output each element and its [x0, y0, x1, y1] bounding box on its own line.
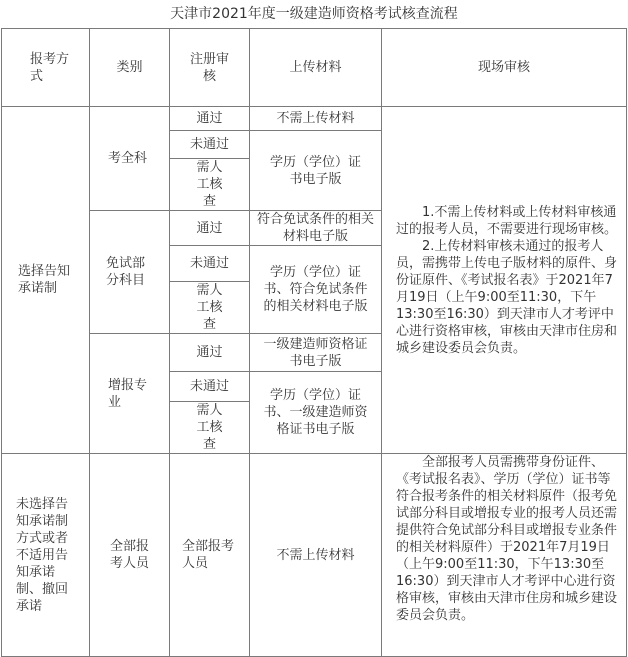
review-all-applicants: 全部报考人员	[170, 454, 250, 657]
review-pass: 通过	[170, 211, 250, 246]
header-onsite: 现场审核	[382, 29, 627, 107]
header-row	[2, 29, 627, 107]
onsite-review-text	[382, 107, 627, 454]
review-pass: 通过	[170, 107, 250, 131]
header-category: 类别	[90, 29, 170, 107]
review-fail: 未通过	[170, 372, 250, 402]
upload-exempt-materials: 符合免试条件的相关材料电子版	[250, 211, 382, 246]
table-row	[2, 454, 627, 657]
upload-none: 不需上传材料	[250, 107, 382, 131]
onsite-review-para-2: 2.上传材料审核未通过的报考人员，需携带上传电子版材料的原件、身份证原件、《考试报名表》于2021年7月19日（上午9:00至11:30，下午13:30至16:30）到天津市人才考评中心进行资格审核，审核由天津市住房和城乡建设委员会负责。	[396, 238, 618, 356]
review-pass: 通过	[170, 334, 250, 372]
review-manual: 需人工核查	[170, 282, 250, 334]
review-manual: 需人工核查	[170, 159, 250, 211]
review-fail: 未通过	[170, 246, 250, 282]
upload-constructor-cert: 一级建造师资格证书电子版	[250, 334, 382, 372]
header-method: 报考方式	[2, 29, 90, 107]
upload-none: 不需上传材料	[250, 454, 382, 657]
header-upload: 上传材料	[250, 29, 382, 107]
process-table	[1, 28, 627, 657]
header-reg-review: 注册审核	[170, 29, 250, 107]
page-title: 天津市2021年度一级建造师资格考试核查流程	[170, 6, 458, 22]
onsite-review-all-para: 全部报考人员需携带身份证件、《考试报名表》、学历（学位）证书等符合报考条件的相关材料原件（报考免试部分科目或增报专业的报考人员还需提供符合免试部分科目或增报专业条件的相关材料原件）于2021年7月19日（上午9:00至11:30，下午13:30至16:30）到天津市人才考评中心进行资格审核，审核由天津市住房和城乡建设委员会负责。	[396, 455, 618, 623]
onsite-review-all-text	[382, 454, 627, 657]
upload-degree-exempt-materials: 学历（学位）证书、符合免试条件的相关材料电子版	[250, 246, 382, 334]
method-notice-commitment: 选择告知承诺制	[2, 107, 90, 454]
onsite-review-para-1: 1.不需上传材料或上传材料审核通过的报考人员，不需要进行现场审核。	[396, 204, 618, 237]
method-no-commitment: 未选择告知承诺制方式或者不适用告知承诺制、撤回承诺	[2, 454, 90, 657]
category-all-applicants: 全部报考人员	[90, 454, 170, 657]
upload-degree-constructor-cert: 学历（学位）证书、一级建造师资格证书电子版	[250, 372, 382, 454]
upload-degree-cert: 学历（学位）证书电子版	[250, 131, 382, 211]
table-row	[2, 107, 627, 131]
category-exempt-subjects: 免试部分科目	[90, 211, 170, 334]
review-fail: 未通过	[170, 131, 250, 159]
review-manual: 需人工核查	[170, 402, 250, 454]
category-add-major: 增报专业	[90, 334, 170, 454]
category-full-subjects: 考全科	[90, 107, 170, 211]
